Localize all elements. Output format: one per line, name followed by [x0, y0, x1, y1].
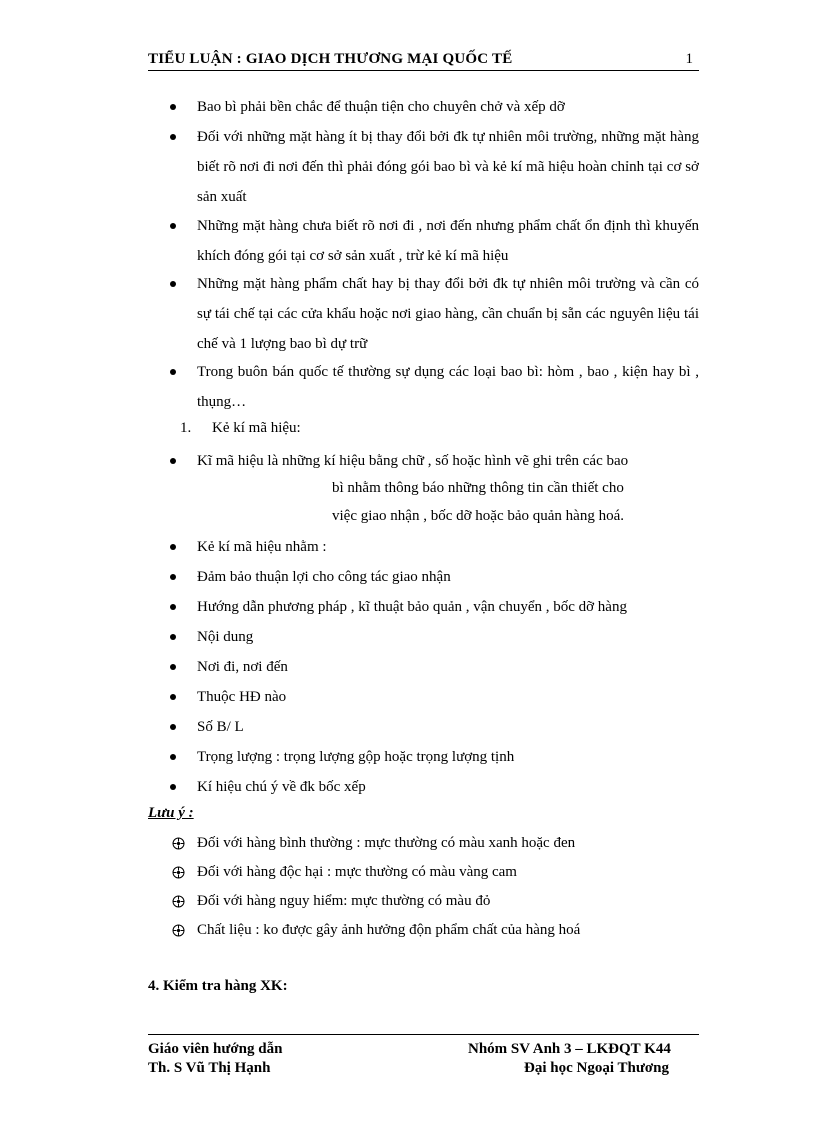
footer-university: Đại học Ngoại Thương [524, 1060, 669, 1076]
bullet-text: Những mặt hàng chưa biết rõ nơi đi , nơi đến nhưng phẩm chất ổn định thì khuyến khích đóng gói tại cơ sở sản xuất , trừ kẻ kí mã hiệu [197, 218, 699, 264]
bullet-item [170, 562, 699, 592]
bullet-item [170, 682, 699, 712]
bullet-icon [170, 369, 176, 375]
bullet-item [170, 652, 699, 682]
bullet-icon [170, 281, 176, 287]
bullet-text: Những mặt hàng phẩm chất hay bị thay đổi bởi đk tự nhiên môi trường và cần có sự tái chế tại các cửa khẩu hoặc nơi giao hàng, cần chuẩn bị sẵn các nguyên liệu tái chế và 1 lượng bao bì dự trữ [197, 276, 699, 352]
bullet-text: Nội dung [197, 629, 254, 645]
flower-icon [172, 924, 185, 937]
flower-icon [172, 837, 185, 850]
bullet-text: Thuộc HĐ nào [197, 689, 287, 705]
note-text: Đối với hàng độc hại : mực thường có màu vàng cam [197, 864, 517, 880]
bullet-item [170, 122, 699, 212]
page-header [148, 48, 699, 71]
definition-line-2: bì nhằm thông báo những thông tin cần thiết cho [332, 480, 624, 496]
bullet-icon [170, 574, 176, 580]
bullet-icon [170, 784, 176, 790]
note-text: Đối với hàng bình thường : mực thường có màu xanh hoặc đen [197, 835, 576, 851]
bullet-item [170, 592, 699, 622]
bullet-icon [170, 664, 176, 670]
bullet-item [170, 622, 699, 652]
bullet-text: Kẻ kí mã hiệu nhằm : [197, 539, 327, 555]
bullet-item [170, 357, 699, 417]
bullet-text: Trọng lượng : trọng lượng gộp hoặc trọng lượng tịnh [197, 749, 515, 765]
flower-icon [172, 866, 185, 879]
document-title: TIỂU LUẬN : GIAO DỊCH THƯƠNG MẠI QUỐC TẾ [148, 51, 513, 67]
bullet-text: Kí hiệu chú ý về đk bốc xếp [197, 779, 366, 795]
bullet-item [170, 712, 699, 742]
definition-bullet [170, 446, 699, 476]
bullet-text: Bao bì phải bền chắc để thuận tiện cho chuyên chở và xếp dỡ [197, 99, 565, 115]
definition-line-1: Kĩ mã hiệu là những kí hiệu bằng chữ , số hoặc hình vẽ ghi trên các bao [197, 453, 629, 469]
bullet-text: Đối với những mặt hàng ít bị thay đổi bởi đk tự nhiên môi trường, những mặt hàng biết rõ nơi đi nơi đến thì phải đóng gói bao bì và kẻ kí mã hiệu hoàn chỉnh tại cơ sở sản xuất [197, 129, 699, 205]
bullet-icon [170, 544, 176, 550]
bullet-icon [170, 104, 176, 110]
bullet-item [170, 269, 699, 359]
page-number: 1 [685, 51, 693, 67]
bullet-icon [170, 724, 176, 730]
bullet-icon [170, 458, 176, 464]
item-label: Kẻ kí mã hiệu: [212, 420, 301, 436]
bullet-icon [170, 634, 176, 640]
item-number: 1. [180, 420, 192, 436]
flower-icon [172, 895, 185, 908]
bullet-item [170, 772, 699, 802]
bullet-icon [170, 223, 176, 229]
bullet-text: Nơi đi, nơi đến [197, 659, 288, 675]
bullet-item [170, 211, 699, 271]
note-title: Lưu ý : [148, 805, 194, 821]
footer-advisor-label: Giáo viên hướng dẫn [148, 1041, 283, 1057]
bullet-icon [170, 694, 176, 700]
bullet-text: Trong buôn bán quốc tế thường sự dụng các loại bao bì: hòm , bao , kiện hay bì , thụng… [197, 364, 699, 410]
section-heading: 4. Kiểm tra hàng XK: [148, 978, 288, 994]
footer-divider [148, 1034, 699, 1035]
bullet-text: Số B/ L [197, 719, 244, 735]
bullet-item [170, 92, 699, 122]
note-text: Chất liệu : ko được gây ảnh hưởng độn phẩm chất của hàng hoá [197, 922, 581, 938]
bullet-icon [170, 604, 176, 610]
note-text: Đối với hàng nguy hiểm: mực thường có màu đỏ [197, 893, 491, 909]
bullet-text: Đảm bảo thuận lợi cho công tác giao nhận [197, 569, 451, 585]
footer-group: Nhóm SV Anh 3 – LKĐQT K44 [468, 1041, 671, 1057]
bullet-item [170, 532, 699, 562]
bullet-text: Hướng dẫn phương pháp , kĩ thuật bảo quản , vận chuyển , bốc dỡ hàng [197, 599, 627, 615]
definition-line-3: việc giao nhận , bốc dỡ hoặc bảo quản hàng hoá. [332, 508, 625, 524]
bullet-icon [170, 134, 176, 140]
footer-advisor-name: Th. S Vũ Thị Hạnh [148, 1060, 271, 1076]
bullet-item [170, 742, 699, 772]
bullet-icon [170, 754, 176, 760]
